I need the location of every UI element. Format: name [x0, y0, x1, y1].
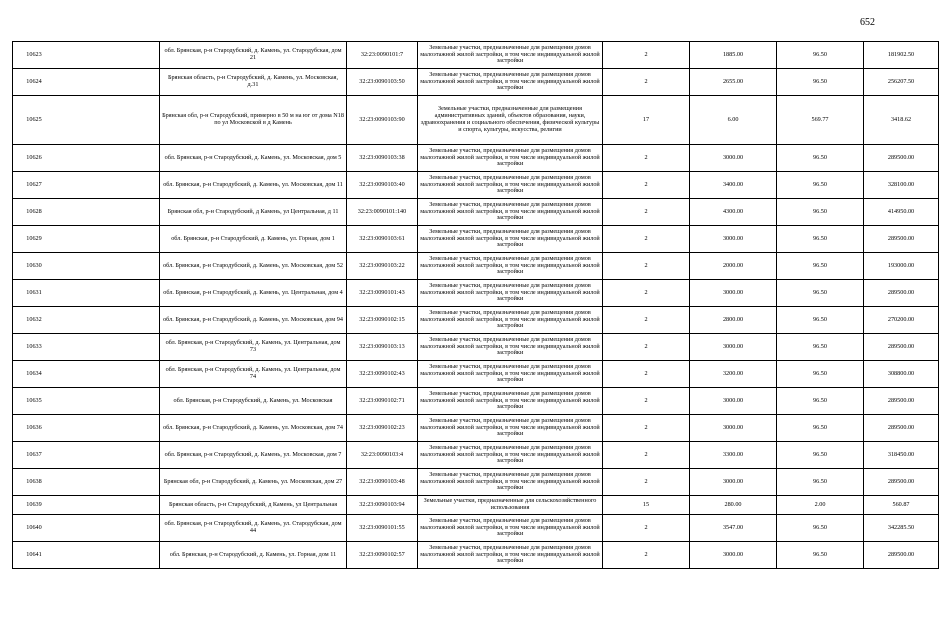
land-use-cell: Земельные участки, предназначенные для размещения домов малоэтажной жилой застройки, в том числе индивидуальной жилой застройки: [418, 69, 603, 96]
cadastral-number-cell: 32:23:0090101:55: [347, 515, 418, 542]
cadastral-value-cell: 193000.00: [864, 253, 939, 280]
cadastral-number-cell: 32:23:0090101:7: [347, 42, 418, 69]
cadastral-number-cell: 32:23:0090102:43: [347, 361, 418, 388]
area-cell: 3000.00: [690, 280, 777, 307]
row-number: 10633: [13, 334, 56, 361]
rate-cell: 569.77: [777, 96, 864, 145]
area-cell: 3000.00: [690, 542, 777, 569]
group-cell: 2: [603, 388, 690, 415]
rate-cell: 96.50: [777, 415, 864, 442]
row-number: 10635: [13, 388, 56, 415]
cadastral-number-cell: 32:23:0090103:50: [347, 69, 418, 96]
rate-cell: 96.50: [777, 226, 864, 253]
address-cell: обл. Брянская, р-н Стародубский, д. Камень, ул. Московская: [160, 388, 347, 415]
cadastral-value-cell: 328100.00: [864, 172, 939, 199]
row-number: 10631: [13, 280, 56, 307]
rate-cell: 96.50: [777, 172, 864, 199]
table-row: [13, 307, 939, 334]
rate-cell: 96.50: [777, 280, 864, 307]
area-cell: 4300.00: [690, 199, 777, 226]
rate-cell: 96.50: [777, 442, 864, 469]
cadastral-value-cell: 289500.00: [864, 280, 939, 307]
group-cell: 2: [603, 334, 690, 361]
area-cell: 3400.00: [690, 172, 777, 199]
row-number: 10625: [13, 96, 56, 145]
cadastral-value-cell: 414950.00: [864, 199, 939, 226]
table-row: [13, 226, 939, 253]
rate-cell: 96.50: [777, 253, 864, 280]
table-row: [13, 361, 939, 388]
land-use-cell: Земельные участки, предназначенные для размещения домов малоэтажной жилой застройки, в том числе индивидуальной жилой застройки: [418, 199, 603, 226]
table-row: [13, 469, 939, 496]
row-number: 10623: [13, 42, 56, 69]
area-cell: 280.00: [690, 496, 777, 515]
cadastral-value-cell: 289500.00: [864, 469, 939, 496]
table-row: [13, 42, 939, 69]
cadastral-value-cell: 560.87: [864, 496, 939, 515]
cadastral-number-cell: 32:23:0090102:71: [347, 388, 418, 415]
cadastral-value-cell: 289500.00: [864, 334, 939, 361]
table-row: [13, 172, 939, 199]
rate-cell: 96.50: [777, 334, 864, 361]
row-number: 10638: [13, 469, 56, 496]
land-use-cell: Земельные участки, предназначенные для размещения домов малоэтажной жилой застройки, в том числе индивидуальной жилой застройки: [418, 280, 603, 307]
area-cell: 3000.00: [690, 415, 777, 442]
land-use-cell: Земельные участки, предназначенные для размещения домов малоэтажной жилой застройки, в том числе индивидуальной жилой застройки: [418, 145, 603, 172]
land-use-cell: Земельные участки, предназначенные для размещения домов малоэтажной жилой застройки, в том числе индивидуальной жилой застройки: [418, 542, 603, 569]
group-cell: 2: [603, 199, 690, 226]
row-spacer: [55, 469, 160, 496]
cadastral-value-cell: 289500.00: [864, 145, 939, 172]
group-cell: 2: [603, 42, 690, 69]
cadastral-number-cell: 32:23:0090101:43: [347, 280, 418, 307]
cadastral-number-cell: 32:23:0090103:22: [347, 253, 418, 280]
rate-cell: 96.50: [777, 199, 864, 226]
group-cell: 15: [603, 496, 690, 515]
address-cell: обл. Брянская, р-н Стародубский, д. Камень, ул. Московская, дом 94: [160, 307, 347, 334]
row-spacer: [55, 253, 160, 280]
cadastral-number-cell: 32:23:0090103:48: [347, 469, 418, 496]
row-number: 10629: [13, 226, 56, 253]
rate-cell: 96.50: [777, 515, 864, 542]
rate-cell: 96.50: [777, 469, 864, 496]
row-number: 10630: [13, 253, 56, 280]
table-row: [13, 388, 939, 415]
page-number: 652: [860, 17, 875, 28]
row-number: 10628: [13, 199, 56, 226]
cadastral-number-cell: 32:23:0090103:94: [347, 496, 418, 515]
table-row: [13, 515, 939, 542]
rate-cell: 96.50: [777, 42, 864, 69]
land-use-cell: Земельные участки, предназначенные для размещения домов малоэтажной жилой застройки, в том числе индивидуальной жилой застройки: [418, 469, 603, 496]
area-cell: 2000.00: [690, 253, 777, 280]
table-row: [13, 442, 939, 469]
table-row: [13, 253, 939, 280]
rate-cell: 96.50: [777, 361, 864, 388]
area-cell: 6.00: [690, 96, 777, 145]
cadastral-value-table-container: [12, 41, 915, 569]
cadastral-value-cell: 270200.00: [864, 307, 939, 334]
cadastral-number-cell: 32:23:0090102:57: [347, 542, 418, 569]
table-row: [13, 280, 939, 307]
row-number: 10627: [13, 172, 56, 199]
table-body: [13, 42, 939, 569]
area-cell: 3000.00: [690, 145, 777, 172]
row-spacer: [55, 307, 160, 334]
address-cell: обл. Брянская, р-н Стародубский, д. Камень, ул. Горная, дом 1: [160, 226, 347, 253]
row-number: 10636: [13, 415, 56, 442]
land-use-cell: Земельные участки, предназначенные для размещения домов малоэтажной жилой застройки, в том числе индивидуальной жилой застройки: [418, 172, 603, 199]
address-cell: обл. Брянская, р-н Стародубский, д. Камень, ул. Центральная, дом 73: [160, 334, 347, 361]
cadastral-number-cell: 32:23:0090102:15: [347, 307, 418, 334]
table-row: [13, 145, 939, 172]
row-number: 10639: [13, 496, 56, 515]
group-cell: 2: [603, 542, 690, 569]
area-cell: 2655.00: [690, 69, 777, 96]
land-use-cell: Земельные участки, предназначенные для размещения домов малоэтажной жилой застройки, в том числе индивидуальной жилой застройки: [418, 307, 603, 334]
cadastral-value-cell: 289500.00: [864, 388, 939, 415]
row-number: 10626: [13, 145, 56, 172]
row-spacer: [55, 334, 160, 361]
table-row: [13, 334, 939, 361]
table-row: [13, 199, 939, 226]
land-use-cell: Земельные участки, предназначенные для размещения домов малоэтажной жилой застройки, в том числе индивидуальной жилой застройки: [418, 334, 603, 361]
land-use-cell: Земельные участки, предназначенные для размещения домов малоэтажной жилой застройки, в том числе индивидуальной жилой застройки: [418, 515, 603, 542]
address-cell: Брянская область, р-н Стародубский, д. Камень, ул. Московская, д.31: [160, 69, 347, 96]
address-cell: Брянская обл, р-н Стародубский, примерно в 50 м на юг от дома N18 по ул Московской в д Камень: [160, 96, 347, 145]
cadastral-number-cell: 32:23:0090103:13: [347, 334, 418, 361]
rate-cell: 96.50: [777, 388, 864, 415]
area-cell: 3547.00: [690, 515, 777, 542]
table-row: [13, 496, 939, 515]
address-cell: обл. Брянская, р-н Стародубский, д. Камень, ул. Стародубская, дом 44: [160, 515, 347, 542]
group-cell: 2: [603, 442, 690, 469]
group-cell: 2: [603, 515, 690, 542]
address-cell: обл. Брянская, р-н Стародубский, д. Камень, ул. Московская, дом 7: [160, 442, 347, 469]
address-cell: обл. Брянская, р-н Стародубский, д. Камень, ул. Горная, дом 11: [160, 542, 347, 569]
land-use-cell: Земельные участки, предназначенные для размещения административных зданий, объектов образования, науки, здравоохранения и социального обеспечения, физической культуры и спорта, культуры, искусства, религии: [418, 96, 603, 145]
row-number: 10641: [13, 542, 56, 569]
cadastral-value-cell: 3418.62: [864, 96, 939, 145]
cadastral-value-cell: 318450.00: [864, 442, 939, 469]
group-cell: 2: [603, 145, 690, 172]
group-cell: 2: [603, 69, 690, 96]
group-cell: 17: [603, 96, 690, 145]
group-cell: 2: [603, 469, 690, 496]
table-row: [13, 542, 939, 569]
land-use-cell: Земельные участки, предназначенные для размещения домов малоэтажной жилой застройки, в том числе индивидуальной жилой застройки: [418, 442, 603, 469]
area-cell: 1885.00: [690, 42, 777, 69]
address-cell: обл. Брянская, р-н Стародубский, д. Камень, ул. Московская, дом 74: [160, 415, 347, 442]
rate-cell: 96.50: [777, 307, 864, 334]
cadastral-number-cell: 32:23:0090103:38: [347, 145, 418, 172]
area-cell: 2800.00: [690, 307, 777, 334]
cadastral-number-cell: 32:23:0090103:61: [347, 226, 418, 253]
area-cell: 3000.00: [690, 334, 777, 361]
land-use-cell: Земельные участки, предназначенные для размещения домов малоэтажной жилой застройки, в том числе индивидуальной жилой застройки: [418, 388, 603, 415]
row-spacer: [55, 145, 160, 172]
area-cell: 3000.00: [690, 469, 777, 496]
row-number: 10634: [13, 361, 56, 388]
area-cell: 3000.00: [690, 226, 777, 253]
row-spacer: [55, 69, 160, 96]
group-cell: 2: [603, 361, 690, 388]
row-spacer: [55, 280, 160, 307]
table-row: [13, 415, 939, 442]
area-cell: 3200.00: [690, 361, 777, 388]
cadastral-number-cell: 32:23:0090103:4: [347, 442, 418, 469]
land-use-cell: Земельные участки, предназначенные для сельскохозяйственного использования: [418, 496, 603, 515]
address-cell: обл. Брянская, р-н Стародубский, д. Камень, ул. Центральная, дом 74: [160, 361, 347, 388]
rate-cell: 96.50: [777, 145, 864, 172]
address-cell: Брянская обл, р-н Стародубский, д. Камень, ул. Московская, дом 27: [160, 469, 347, 496]
group-cell: 2: [603, 307, 690, 334]
group-cell: 2: [603, 226, 690, 253]
address-cell: обл. Брянская, р-н Стародубский, д. Камень, ул. Московская, дом 11: [160, 172, 347, 199]
rate-cell: 96.50: [777, 69, 864, 96]
area-cell: 3000.00: [690, 388, 777, 415]
row-spacer: [55, 172, 160, 199]
cadastral-value-cell: 289500.00: [864, 542, 939, 569]
row-spacer: [55, 415, 160, 442]
cadastral-value-cell: 256207.50: [864, 69, 939, 96]
address-cell: Брянская область, р-н Стародубский, д Камень, ул Центральная: [160, 496, 347, 515]
cadastral-value-cell: 289500.00: [864, 226, 939, 253]
row-spacer: [55, 199, 160, 226]
group-cell: 2: [603, 253, 690, 280]
land-use-cell: Земельные участки, предназначенные для размещения домов малоэтажной жилой застройки, в том числе индивидуальной жилой застройки: [418, 253, 603, 280]
address-cell: Брянская обл, р-н Стародубский, д Камень, ул Центральная, д 11: [160, 199, 347, 226]
address-cell: обл. Брянская, р-н Стародубский, д. Камень, ул. Московская, дом 52: [160, 253, 347, 280]
row-spacer: [55, 442, 160, 469]
address-cell: обл. Брянская, р-н Стародубский, д. Камень, ул. Центральная, дом 4: [160, 280, 347, 307]
cadastral-number-cell: 32:23:0090103:40: [347, 172, 418, 199]
cadastral-value-cell: 289500.00: [864, 415, 939, 442]
row-spacer: [55, 96, 160, 145]
group-cell: 2: [603, 415, 690, 442]
rate-cell: 2.00: [777, 496, 864, 515]
cadastral-value-cell: 308800.00: [864, 361, 939, 388]
row-spacer: [55, 226, 160, 253]
group-cell: 2: [603, 280, 690, 307]
row-spacer: [55, 42, 160, 69]
row-number: 10624: [13, 69, 56, 96]
row-spacer: [55, 515, 160, 542]
row-number: 10640: [13, 515, 56, 542]
cadastral-number-cell: 32:23:0090101:140: [347, 199, 418, 226]
rate-cell: 96.50: [777, 542, 864, 569]
group-cell: 2: [603, 172, 690, 199]
cadastral-value-cell: 342285.50: [864, 515, 939, 542]
row-spacer: [55, 542, 160, 569]
row-spacer: [55, 496, 160, 515]
land-use-cell: Земельные участки, предназначенные для размещения домов малоэтажной жилой застройки, в том числе индивидуальной жилой застройки: [418, 42, 603, 69]
row-spacer: [55, 388, 160, 415]
table-row: [13, 96, 939, 145]
cadastral-value-cell: 181902.50: [864, 42, 939, 69]
cadastral-number-cell: 32:23:0090102:23: [347, 415, 418, 442]
land-use-cell: Земельные участки, предназначенные для размещения домов малоэтажной жилой застройки, в том числе индивидуальной жилой застройки: [418, 226, 603, 253]
row-number: 10632: [13, 307, 56, 334]
area-cell: 3300.00: [690, 442, 777, 469]
land-use-cell: Земельные участки, предназначенные для размещения домов малоэтажной жилой застройки, в том числе индивидуальной жилой застройки: [418, 415, 603, 442]
cadastral-value-table: [12, 41, 939, 569]
table-row: [13, 69, 939, 96]
land-use-cell: Земельные участки, предназначенные для размещения домов малоэтажной жилой застройки, в том числе индивидуальной жилой застройки: [418, 361, 603, 388]
cadastral-number-cell: 32:23:0090103:90: [347, 96, 418, 145]
row-spacer: [55, 361, 160, 388]
address-cell: обл. Брянская, р-н Стародубский, д. Камень, ул. Стародубская, дом 21: [160, 42, 347, 69]
row-number: 10637: [13, 442, 56, 469]
address-cell: обл. Брянская, р-н Стародубский, д. Камень, ул. Московская, дом 5: [160, 145, 347, 172]
